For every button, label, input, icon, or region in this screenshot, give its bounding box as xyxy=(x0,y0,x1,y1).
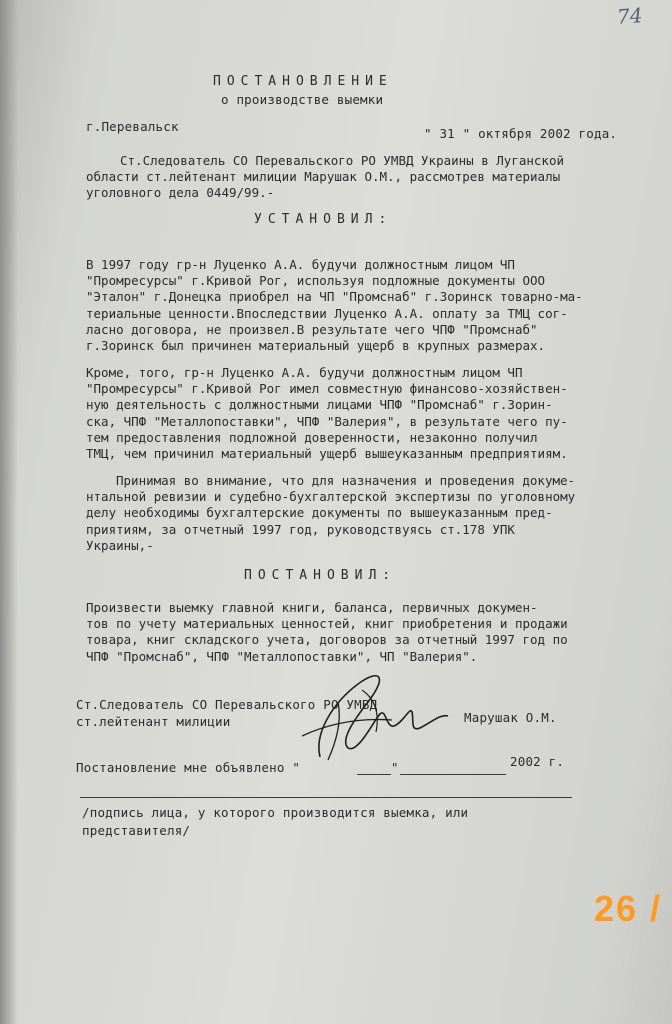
page-number-stamp: 26 / xyxy=(593,888,662,929)
paragraph-line: ска, ЧПФ "Металлопоставки", ЧПФ "Валерия", в результате чего пу- xyxy=(86,413,568,429)
signatory-title: Ст.Следователь СО Перевальского РО УМВД xyxy=(76,697,378,712)
announcement-month-line xyxy=(400,774,506,775)
paragraph-line: "Промресурсы" г.Кривой Рог, используя подложные документы ООО xyxy=(86,273,546,289)
document-title: ПОСТАНОВЛЕНИЕ xyxy=(213,74,393,89)
paragraph-line: ласно договора, не произвел.В результате чего ЧПФ "Промснаб" xyxy=(86,321,538,337)
paragraph-line: делу необходимы бухгалтерские документы по вышеуказанным пред- xyxy=(86,505,553,521)
announcement-prefix: Постановление мне объявлено " xyxy=(76,760,301,775)
resolved-heading: ПОСТАНОВИЛ: xyxy=(244,568,397,583)
paragraph-line: ТМЦ, чем причинил материальный ущерб вышеуказанным предприятиям. xyxy=(86,445,568,461)
paragraph-line: тем предоставления подложной доверенности, незаконно получил xyxy=(86,429,538,445)
paragraph-line: приятиям, за отчетный 1997 год, руководствуясь ст.178 УПК xyxy=(86,521,515,537)
paragraph-line: Украины,- xyxy=(86,537,154,553)
intro-line: области ст.лейтенант милиции Марушак О.М., рассмотрев материалы xyxy=(86,169,561,185)
signatory-name: Марушак О.М. xyxy=(464,710,557,725)
paragraph-1 xyxy=(86,257,632,354)
handwritten-signature xyxy=(262,662,452,764)
signatory-rank: ст.лейтенант милиции xyxy=(76,714,231,729)
paragraph-3 xyxy=(86,473,632,554)
footnote-line-1: /подпись лица, у которого производится выемка, или xyxy=(82,805,469,820)
footnote-line-2: представителя/ xyxy=(82,823,191,838)
paragraph-line: Кроме, того, гр-н Луценко А.А. будучи должностным лицом ЧП xyxy=(86,365,523,380)
intro-paragraph xyxy=(86,153,632,202)
announcement-year: 2002 г. xyxy=(510,754,565,769)
announcement-quote-close: " xyxy=(391,760,399,775)
paragraph-line: нтальной ревизии и судебно-бухгалтерской экспертизы по уголовному xyxy=(86,489,576,505)
paragraph-line: ЧПФ "Промснаб", ЧПФ "Металлопоставки", ЧП "Валерия". xyxy=(86,648,478,664)
paragraph-line: товара, книг складского учета, договоров за отчетный 1997 год по xyxy=(86,632,568,648)
paragraph-line: териальные ценности.Впоследствии Луценко А.А. оплату за ТМЦ сог- xyxy=(86,305,568,321)
established-heading: УСТАНОВИЛ: xyxy=(254,212,393,227)
announcement-day-line xyxy=(357,774,391,775)
paragraph-2 xyxy=(86,365,632,462)
document-city: г.Перевальск xyxy=(86,119,179,134)
paragraph-line: "Эталон" г.Донецка приобрел на ЧП "Промснаб" г.Зоринск товарно-ма- xyxy=(86,289,583,305)
paragraph-line: тов по учету материальных ценностей, книг приобретения и продажи xyxy=(86,616,568,632)
paragraph-line: г.Зоринск был причинен материальный ущерб в крупных размерах. xyxy=(86,337,546,353)
paragraph-4 xyxy=(86,600,632,665)
document-subtitle: о производстве выемки xyxy=(221,92,384,107)
paragraph-line: Произвести выемку главной книги, баланса, первичных докумен- xyxy=(86,600,538,615)
intro-line: Ст.Следователь СО Перевальского РО УМВД Украины в Луганской xyxy=(120,153,565,168)
document-date: " 31 " октября 2002 года. xyxy=(424,126,618,141)
recipient-signature-line xyxy=(80,797,572,798)
paragraph-line: В 1997 году гр-н Луценко А.А. будучи должностным лицом ЧП xyxy=(86,257,515,272)
paragraph-line: Принимая во внимание, что для назначения и проведения докуме- xyxy=(116,473,576,488)
intro-line: уголовного дела 0449/99.- xyxy=(86,185,275,201)
archive-page-number: 74 xyxy=(615,3,643,29)
paragraph-line: ную деятельность с должностными лицами ЧПФ "Промснаб" г.Зорин- xyxy=(86,397,553,413)
paragraph-line: "Промресурсы" г.Кривой Рог имел совместную финансово-хозяйствен- xyxy=(86,381,568,397)
